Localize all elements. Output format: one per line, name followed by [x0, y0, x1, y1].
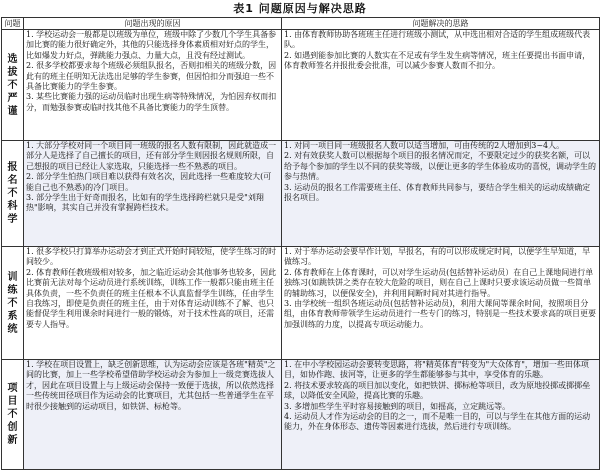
causes-cell	[24, 360, 282, 470]
cause-item: 1. 学校在项目设置上，缺乏创新思维，认为运动会应该是各班"精英"之间的比赛，加上一些学校希望借助学校运动会为参加上一级竞赛选拔人才，因此在项目设置上与上级运动会保持一致便于选拔，所以依然选择一些传统田径项目作为运动会的比赛项目，尤其包括一些普通学生在平时很少接触到的运动项目，如铁饼、标枪等。	[26, 360, 276, 411]
table-row	[2, 30, 600, 141]
row-label-cell	[2, 360, 24, 470]
solutions-cell	[282, 360, 600, 470]
row-label-cell	[2, 30, 24, 141]
table-title: 表1 问题原因与解决思路	[233, 2, 367, 15]
header-solutions: 问题解决的思路	[282, 18, 600, 30]
header-causes: 问题出现的原因	[24, 18, 282, 30]
solutions-cell	[282, 30, 600, 141]
causes-cell	[24, 247, 282, 360]
table-row	[2, 247, 600, 360]
cause-item: 2. 体育教师任教班级相对较多，加之临近运动会其他事务也较多，因此比赛前无法对每个运动员进行系统训练，训练工作一般都只能由班主任具体负责，一些不负责任的班主任根本不认真监督学生训练，任由学生自我练习，即使是负责任的班主任，由于对体育运动训练不了解、也只能督促学生利用课余时间进行一般的锻炼，对于技术性高的项目，还需要专人指导。	[26, 267, 277, 329]
solution-item: 1. 对同一项目同一班级报名人数可以适当增加，可由传统的2人增加到3~4人。	[284, 141, 565, 150]
solution-item: 2. 对有效获奖人数可以根据每个项目的报名情况而定，不要限定过少的获奖名额，可以给予每个参加的学生以不同的获奖等级，以便让更多的学生体验成功的喜悦，调动学生的参与热情。	[284, 151, 596, 182]
table-row	[2, 141, 600, 247]
cause-item: 3. 部分学生出于好奇而报名，比如有的学生选择跨栏就只是受"刘翔热"影响，其实自己并没有掌握跨栏技术。	[26, 193, 264, 213]
cause-item: 3. 某些比赛能力强的运动员临时出现生病等特殊情况，为怕因弃权而扣分，而勉强参赛或临时找其他不具备比赛能力的学生顶替。	[26, 92, 277, 112]
cause-item: 1. 学校运动会一般都是以班级为单位，班级中除了少数几个学生具备参加比赛的能力很好确定外，其他的只能选择身体素质相对好点的学生，比如爆发力好点，弹跳能力强点、力量大点，且没有经过测试。	[26, 30, 277, 60]
row-label: 报名不科学	[7, 162, 18, 225]
row-label-cell	[2, 141, 24, 247]
solution-item: 1. 在中小学校园运动会要转变思路，将"精英体育"转变为"大众体育"，增加一些田体项目，如协作跑、拔河等，让更多的学生都能够参与其中，享受体育的乐趣。	[284, 360, 589, 380]
header-category: 问题	[2, 18, 24, 30]
problem-table	[1, 17, 600, 470]
row-label-cell	[2, 247, 24, 360]
solutions-cell	[282, 247, 600, 360]
solution-item: 2. 体育教师在上体育课时，可以对学生运动员(包括替补运动员）在自己上课地间进行单独练习(如跳铁饼之类存在较大危险的项目，则在自己上课时只要求该运动员做一些简单的辅助练习，以便保安全)，并利用间断时间对其进行指导。	[284, 267, 594, 298]
solution-item: 1. 由体育教师协助各班班主任进行班级小测试，从中选出相对合适的学生组成班级代表队。	[284, 30, 591, 50]
row-label: 选拔不严谨	[7, 53, 18, 117]
table-row	[2, 360, 600, 470]
solution-item: 3. 多增加些学生平时容易接触到的项目，如摇高，立定跳远等。	[284, 401, 511, 411]
cause-item: 2. 很多学校都要求每个班级必须组队报名，否则扣相关的班级分数，因此有的班主任明知无法选出足够的学生参赛，但因怕扣分而强迫一些不具备比赛能力的学生参赛。	[26, 61, 277, 92]
cause-item: 1. 大部分学校对同一个项目同一班级的报名人数有限制，因此就造成一部分人是选择了自己擅长的项目，还有部分学生则因报名规则所限，自己想报的项目已经让人家选取，只能选择一些不熟悉的项目。	[26, 141, 277, 171]
solution-item: 1. 对于举办运动会要早作计划，早报名，有的可以形成规定时间，以便学生早知道，早做练习。	[284, 247, 591, 267]
solution-item: 4. 运动员人才作为运动会的目的之一，而不是唯一目的，可以与学生在其他方面的运动能力，外在身体形态、遗传等因素进行选拔，然后进行专项训练。	[284, 412, 591, 432]
cause-item: 2. 部分学生怕热门项目难以获得有效名次，因此选择一些难度较大(可能自己也不熟悉)的冷门项目。	[26, 172, 272, 192]
solution-item: 3. 运动员的报名工作需要班主任、体育教师共同参与，要结合学生相关的运动成绩确定报名项目。	[284, 182, 591, 203]
solution-item: 3. 由学校统一组织各班运动员(包括替补运动员)，利用大课间等课余时间，按照项目分组，由体育教师带领学生运动员进行一些专门的练习，特别是一些技术要求高的项目更要加强训练的力度，以提高专项运动能力。	[284, 299, 596, 329]
solution-item: 2. 将技术要求较高的项目加以变化，如把铁饼、掷标枪等项目，改为原地投掷或掷掷垒球，以降低安全风险，提高比赛的乐趣。	[284, 380, 591, 401]
row-label: 项目不创新	[7, 383, 18, 446]
header-row	[2, 18, 600, 30]
causes-cell	[24, 30, 282, 141]
cause-item: 1. 很多学校只打算举办运动会才到正式开始时间较短，使学生练习的时间较少。	[26, 247, 277, 267]
solution-item: 2. 如遇到能参加比赛的人数实在不足或有学生发生病等情况，班主任要提出书面申请，体育教师签名并报批委会批准，可以减少参赛人数而不扣分。	[284, 50, 591, 71]
row-label: 训练不系统	[7, 271, 18, 335]
solutions-cell	[282, 141, 600, 247]
causes-cell	[24, 141, 282, 247]
